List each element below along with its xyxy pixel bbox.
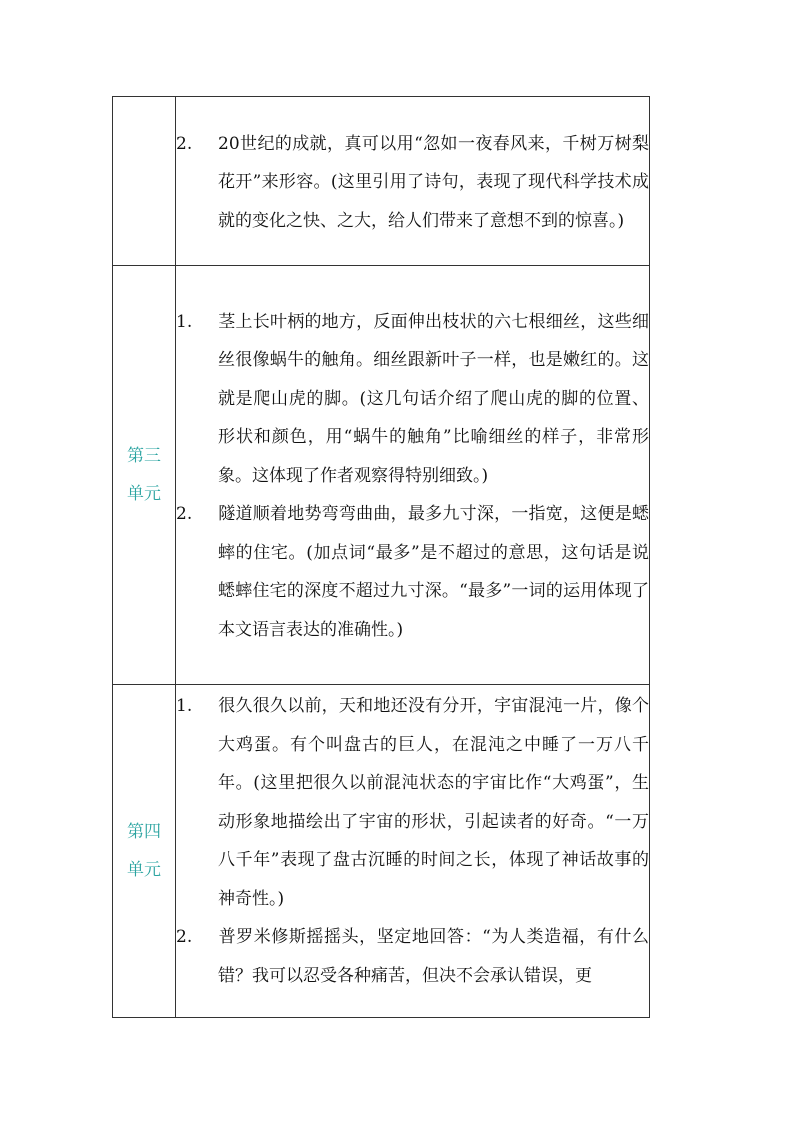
item-number: 2. bbox=[176, 504, 193, 525]
item-text: 20世纪的成就，真可以用“忽如一夜春风来，千树万树梨花开”来形容。(这里引用了诗句，表现了现代科学技术成就的变化之快、之大，给人们带来了意想不到的惊喜。) bbox=[218, 133, 649, 231]
content-table bbox=[112, 96, 650, 1018]
unit-label-line2: 单元 bbox=[127, 860, 161, 880]
list-item bbox=[176, 301, 649, 496]
list-item bbox=[176, 122, 649, 241]
list-item bbox=[176, 685, 649, 918]
item-number: 2. bbox=[176, 927, 193, 947]
unit-cell bbox=[113, 685, 176, 1018]
item-number: 1. bbox=[176, 696, 193, 716]
unit-label-line2: 单元 bbox=[127, 484, 161, 504]
item-text: 普罗米修斯摇摇头，坚定地回答：“为人类造福，有什么错？我可以忍受各种痛苦，但决不会承认错误，更 bbox=[218, 927, 649, 986]
table-row bbox=[113, 685, 650, 1018]
content-cell bbox=[176, 97, 650, 266]
content-cell bbox=[176, 266, 650, 685]
table-row bbox=[113, 266, 650, 685]
unit-cell bbox=[113, 266, 176, 685]
table-row bbox=[113, 97, 650, 266]
item-text: 很久很久以前，天和地还没有分开，宇宙混沌一片，像个大鸡蛋。有个叫盘古的巨人，在混沌之中睡了一万八千年。(这里把很久以前混沌状态的宇宙比作“大鸡蛋”，生动形象地描绘出了宇宙的形状，引起读者的好奇。“一万八千年”表现了盘古沉睡的时间之长，体现了神话故事的神奇性。) bbox=[218, 696, 649, 909]
item-number: 2. bbox=[176, 133, 193, 154]
item-text: 茎上长叶柄的地方，反面伸出枝状的六七根细丝，这些细丝很像蜗牛的触角。细丝跟新叶子一样，也是嫩红的。这就是爬山虎的脚。(这几句话介绍了爬山虎的脚的位置、形状和颜色，用“蜗牛的触角”比喻细丝的样子，非常形象。这体现了作者观察得特别细致。) bbox=[218, 311, 649, 486]
list-item bbox=[176, 918, 649, 995]
unit-label-line1: 第三 bbox=[127, 446, 161, 466]
unit-label-line1: 第四 bbox=[127, 822, 161, 842]
item-text: 隧道顺着地势弯弯曲曲，最多九寸深，一指宽，这便是蟋蟀的住宅。(加点词“最多”是不超过的意思，这句话是说蟋蟀住宅的深度不超过九寸深。“最多”一词的运用体现了本文语言表达的准确性。) bbox=[218, 504, 649, 640]
unit-cell bbox=[113, 97, 176, 266]
item-number: 1. bbox=[176, 311, 193, 332]
list-item bbox=[176, 495, 649, 649]
content-cell bbox=[176, 685, 650, 1018]
